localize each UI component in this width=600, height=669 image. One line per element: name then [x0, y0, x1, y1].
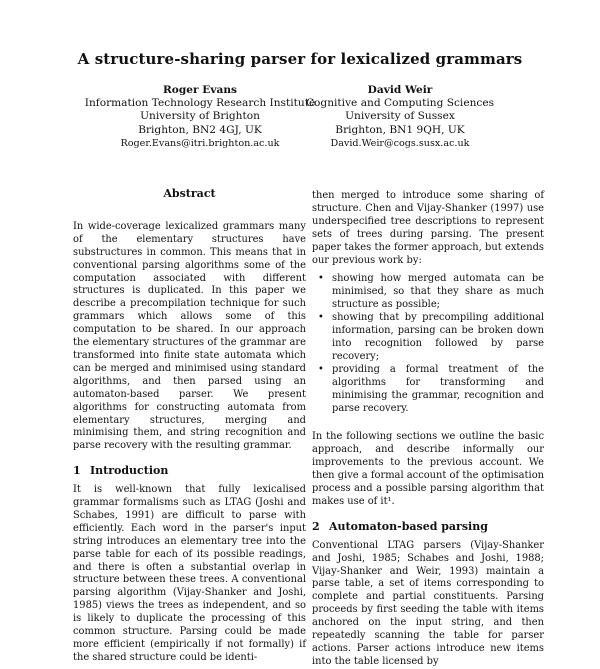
left-column [73, 188, 306, 665]
section2-text: Conventional LTAG parsers (Vijay-Shanker and Joshi, 1985; Schabes and Joshi, 1988; Vijay-Shanker and Weir, 1993) maintain a parse table, a set of items corresponding to complete and partial constituents. Parsing proceeds by first seeding the table with items anchored on the input string, and then repeatedly scanning the table for parser actions. Parser actions introduce new items into the table licensed by [312, 539, 544, 667]
author-email: Roger.Evans@itri.brighton.ac.uk [120, 137, 280, 149]
section-number: 2 [312, 519, 320, 533]
author-affiliation: Cognitive and Computing Sciences [305, 97, 495, 110]
introduction-continued-text: then merged to introduce some sharing of structure. Chen and Vijay-Shanker (1997) use underspecified tree descriptions to represent sets of trees during parsing. The present paper takes the former approach, but extends our previous work by: [312, 190, 544, 266]
author-block-2 [300, 84, 500, 150]
list-item: • showing how merged automata can be minimised, so that they share as much structure as possible; [318, 273, 544, 311]
bullet-icon: • [318, 363, 324, 375]
author-address: Brighton, BN1 9QH, UK [335, 123, 465, 136]
outline-text: In the following sections we outline the basic approach, and describe informally our improvements to the previous account. We then give a formal account of the optimisation process and a possible parsing algorithm that makes use of it¹. [312, 431, 544, 507]
abstract-heading: Abstract [163, 187, 216, 200]
author-affiliation: University of Brighton [140, 110, 260, 123]
paper-title: A structure-sharing parser for lexicalized grammars [77, 50, 523, 68]
author-address: Brighton, BN2 4GJ, UK [138, 123, 262, 136]
section-heading-introduction [73, 465, 306, 478]
introduction-text: It is well-known that fully lexicalised grammar formalisms such as LTAG (Joshi and Schabes, 1991) are difficult to parse with efficiently. Each word in the parser's input string introduces an elementary tree into the parse table for each of its possible readings, and there is often a substantial overlap in structure between these trees. A conventional parsing algorithm (Vijay-Shanker and Joshi, 1985) views the trees as independent, and so is likely to duplicate the processing of this common structure. Parsing could be made more efficient (empirically if not formally) if the shared structure could be identi- [73, 484, 306, 663]
author-name: Roger Evans [162, 84, 238, 96]
author-block-1 [80, 84, 320, 150]
contribution-list [312, 273, 544, 415]
section-number: 1 [73, 464, 81, 478]
bullet-icon: • [318, 273, 324, 285]
author-affiliation: Information Technology Research Institute [84, 97, 316, 110]
author-email: David.Weir@cogs.susx.ac.uk [330, 137, 470, 149]
section-title: Introduction [90, 464, 169, 478]
abstract-text: In wide-coverage lexicalized grammars many of the elementary structures have substructures in common. This means that in conventional parsing algorithms some of the computation associated with different structures is duplicated. In this paper we describe a precompilation technique for such grammars which allows some of this computation to be shared. In our approach the elementary structures of the grammar are transformed into finite state automata which can be merged and minimised using standard algorithms, and then parsed using an automaton-based parser. We present algorithms for constructing automata from elementary structures, merging and minimising them, and string recognition and parse recovery with the resulting grammar. [73, 220, 306, 452]
right-column [312, 190, 544, 669]
list-item: • showing that by precompiling additional information, parsing can be broken down into recognition followed by parse recovery; [318, 312, 544, 362]
section-title: Automaton-based parsing [329, 519, 488, 533]
bullet-icon: • [318, 312, 324, 324]
author-name: David Weir [367, 84, 433, 96]
list-item: • providing a formal treatment of the algorithms for transforming and minimising the grammar, recognition and parse recovery. [318, 363, 544, 414]
author-affiliation: University of Sussex [345, 110, 455, 123]
section-heading-automaton-parsing [312, 521, 544, 534]
